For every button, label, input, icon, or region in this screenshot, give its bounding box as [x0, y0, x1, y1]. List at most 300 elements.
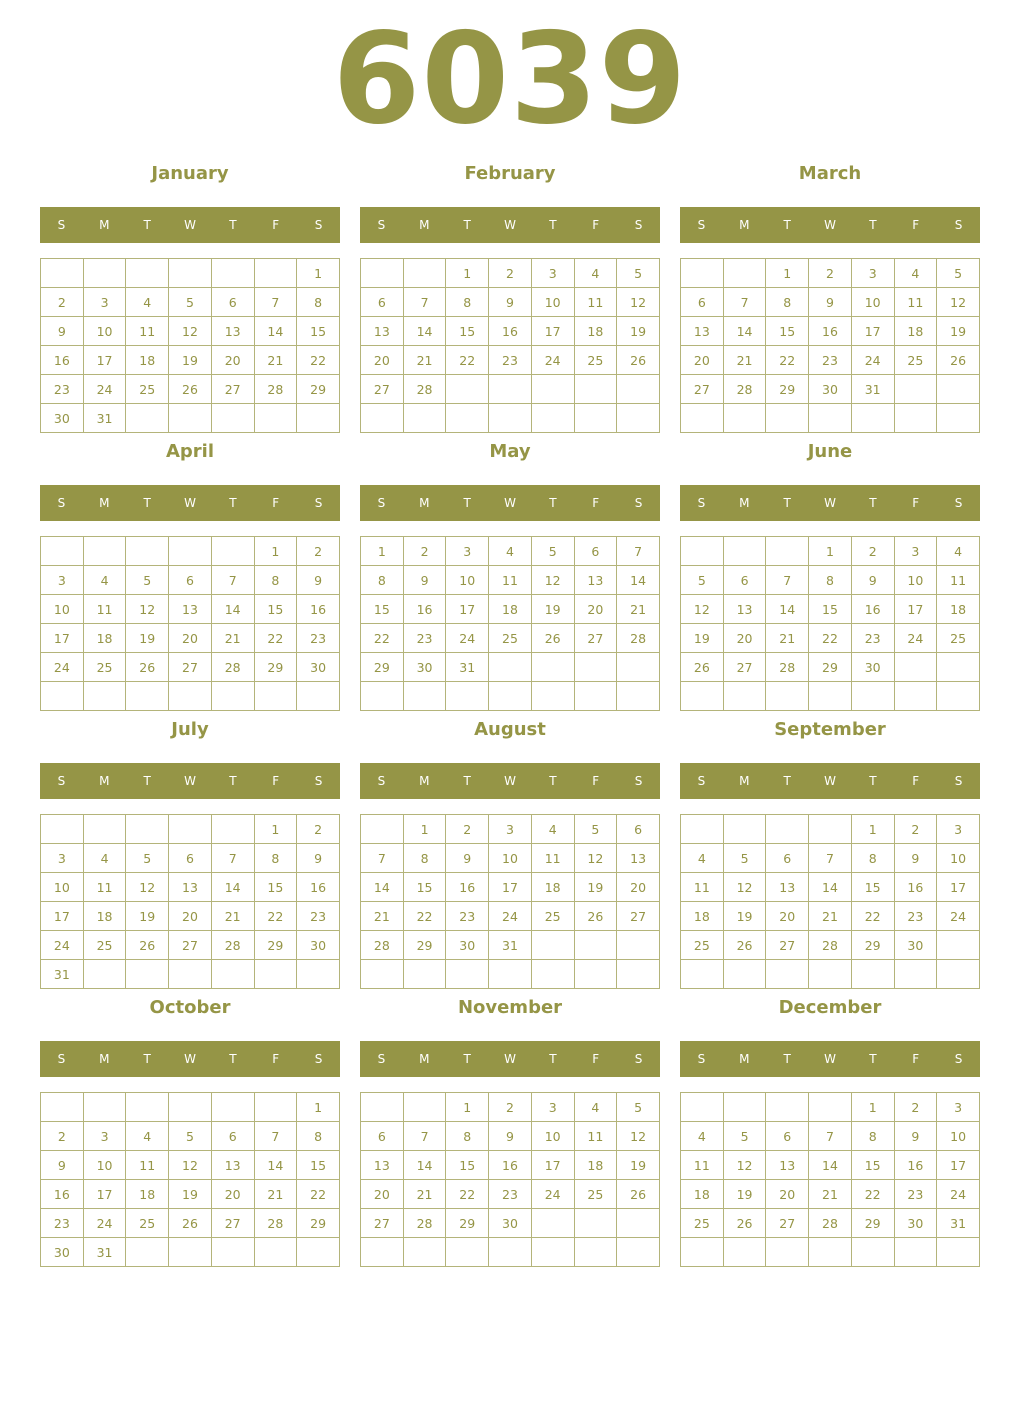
day-cell: 8	[403, 844, 446, 873]
day-cell: 3	[937, 1093, 980, 1122]
day-cell: 14	[403, 1151, 446, 1180]
day-cell: 30	[403, 653, 446, 682]
day-cell: 20	[766, 902, 809, 931]
day-cell: 22	[361, 624, 404, 653]
day-cell: 19	[617, 317, 660, 346]
weekday-label: T	[869, 496, 877, 510]
weekday-label: T	[783, 774, 791, 788]
day-cell	[574, 682, 617, 711]
weekday-header	[680, 485, 980, 521]
day-cell	[446, 1238, 489, 1267]
week-row	[681, 1122, 980, 1151]
day-cell: 14	[254, 317, 297, 346]
day-cell: 24	[489, 902, 532, 931]
day-cell	[937, 653, 980, 682]
week-row	[361, 1238, 660, 1267]
day-cell	[809, 960, 852, 989]
day-cell	[766, 682, 809, 711]
day-cell: 10	[446, 566, 489, 595]
day-cell: 13	[574, 566, 617, 595]
day-cell	[531, 653, 574, 682]
day-cell	[851, 1238, 894, 1267]
day-cell	[681, 960, 724, 989]
day-cell: 30	[41, 1238, 84, 1267]
week-row	[41, 595, 340, 624]
day-cell: 2	[894, 1093, 937, 1122]
week-row	[41, 624, 340, 653]
day-cell: 8	[446, 1122, 489, 1151]
day-cell: 4	[894, 259, 937, 288]
day-cell: 7	[211, 844, 254, 873]
day-cell: 31	[851, 375, 894, 404]
day-cell: 6	[169, 566, 212, 595]
day-cell: 29	[254, 653, 297, 682]
day-cell: 27	[766, 1209, 809, 1238]
month-name: July	[171, 719, 209, 740]
week-row	[361, 1180, 660, 1209]
weekday-label: W	[504, 496, 516, 510]
weekday-label: M	[419, 496, 430, 510]
weekday-label: S	[697, 774, 706, 788]
day-cell: 17	[83, 346, 126, 375]
day-cell: 22	[851, 902, 894, 931]
day-cell: 2	[297, 537, 340, 566]
weekday-label: T	[143, 218, 151, 232]
day-cell	[254, 259, 297, 288]
day-cell: 16	[489, 1151, 532, 1180]
weekday-label: S	[697, 1052, 706, 1066]
week-row	[361, 931, 660, 960]
weekday-label: T	[229, 1052, 237, 1066]
day-cell: 8	[254, 844, 297, 873]
day-cell: 12	[169, 1151, 212, 1180]
day-cell: 18	[531, 873, 574, 902]
day-cell: 2	[851, 537, 894, 566]
day-cell: 28	[211, 653, 254, 682]
day-cell	[809, 1238, 852, 1267]
day-cell: 16	[446, 873, 489, 902]
weekday-label: M	[419, 218, 430, 232]
day-cell: 18	[574, 1151, 617, 1180]
week-row	[681, 844, 980, 873]
day-cell	[894, 653, 937, 682]
day-cell	[894, 1238, 937, 1267]
day-cell: 28	[403, 1209, 446, 1238]
day-cell	[681, 815, 724, 844]
week-row	[41, 902, 340, 931]
week-row	[41, 375, 340, 404]
day-cell: 2	[894, 815, 937, 844]
day-cell	[126, 960, 169, 989]
day-cell	[126, 682, 169, 711]
day-cell	[446, 960, 489, 989]
day-cell: 14	[809, 1151, 852, 1180]
day-cell: 16	[809, 317, 852, 346]
day-cell	[723, 537, 766, 566]
week-row	[361, 844, 660, 873]
day-cell	[83, 537, 126, 566]
month-name: October	[149, 997, 231, 1018]
weekday-label: S	[954, 218, 963, 232]
day-cell: 25	[489, 624, 532, 653]
day-cell: 2	[297, 815, 340, 844]
day-cell	[169, 259, 212, 288]
day-cell: 9	[41, 1151, 84, 1180]
day-cell: 17	[851, 317, 894, 346]
day-cell: 15	[254, 595, 297, 624]
day-cell: 30	[809, 375, 852, 404]
day-cell	[723, 1093, 766, 1122]
day-cell	[403, 404, 446, 433]
day-cell: 19	[574, 873, 617, 902]
weekday-label: T	[463, 1052, 471, 1066]
day-cell: 4	[126, 288, 169, 317]
day-cell	[489, 404, 532, 433]
day-grid	[360, 1092, 660, 1267]
day-cell	[211, 1238, 254, 1267]
day-cell: 15	[297, 1151, 340, 1180]
day-cell: 6	[681, 288, 724, 317]
day-cell	[254, 960, 297, 989]
day-cell: 13	[211, 317, 254, 346]
weekday-label: T	[783, 1052, 791, 1066]
day-cell: 6	[211, 1122, 254, 1151]
day-cell: 8	[446, 288, 489, 317]
day-cell	[489, 375, 532, 404]
week-row	[41, 1093, 340, 1122]
day-cell: 12	[126, 873, 169, 902]
weekday-header	[40, 763, 340, 799]
month-name: May	[489, 441, 531, 462]
day-cell: 2	[809, 259, 852, 288]
day-cell: 23	[41, 1209, 84, 1238]
day-cell	[723, 815, 766, 844]
week-row	[361, 815, 660, 844]
day-cell	[617, 404, 660, 433]
day-cell: 4	[83, 566, 126, 595]
day-cell: 11	[83, 595, 126, 624]
day-cell: 27	[169, 931, 212, 960]
day-cell: 18	[681, 1180, 724, 1209]
weekday-label: S	[314, 496, 323, 510]
day-cell: 19	[126, 624, 169, 653]
day-cell: 18	[126, 1180, 169, 1209]
day-cell: 5	[617, 1093, 660, 1122]
day-cell	[41, 537, 84, 566]
day-cell	[403, 259, 446, 288]
weekday-label: T	[869, 1052, 877, 1066]
day-cell	[169, 1238, 212, 1267]
weekday-label: S	[634, 496, 643, 510]
weekday-label: S	[377, 1052, 386, 1066]
day-cell: 23	[403, 624, 446, 653]
day-cell: 23	[489, 346, 532, 375]
weekday-header	[680, 763, 980, 799]
day-cell: 7	[766, 566, 809, 595]
day-cell: 29	[254, 931, 297, 960]
day-cell: 15	[297, 317, 340, 346]
day-cell: 5	[169, 1122, 212, 1151]
day-cell: 23	[894, 902, 937, 931]
year-title: 6039	[332, 5, 688, 152]
day-cell	[211, 537, 254, 566]
weekday-label: W	[184, 774, 196, 788]
day-cell: 27	[169, 653, 212, 682]
day-cell: 19	[681, 624, 724, 653]
day-cell	[169, 1093, 212, 1122]
day-cell: 20	[211, 1180, 254, 1209]
weekday-label: F	[272, 774, 280, 788]
weekday-label: F	[592, 1052, 600, 1066]
day-cell: 23	[894, 1180, 937, 1209]
day-cell: 17	[531, 317, 574, 346]
day-cell: 18	[83, 624, 126, 653]
day-cell: 5	[531, 537, 574, 566]
day-cell: 7	[254, 1122, 297, 1151]
day-cell: 14	[211, 595, 254, 624]
day-cell	[169, 682, 212, 711]
day-cell: 17	[531, 1151, 574, 1180]
weekday-header	[360, 207, 660, 243]
day-cell: 9	[489, 288, 532, 317]
day-cell: 4	[574, 259, 617, 288]
week-row	[681, 375, 980, 404]
week-row	[681, 1180, 980, 1209]
day-grid	[680, 1092, 980, 1267]
day-cell	[766, 537, 809, 566]
day-cell: 1	[254, 537, 297, 566]
day-cell	[169, 815, 212, 844]
weekday-label: M	[99, 218, 110, 232]
week-row	[361, 653, 660, 682]
day-cell: 31	[41, 960, 84, 989]
day-cell: 6	[361, 288, 404, 317]
day-cell	[681, 682, 724, 711]
day-cell	[766, 960, 809, 989]
day-cell: 21	[403, 346, 446, 375]
day-cell	[41, 259, 84, 288]
month-name: November	[457, 997, 563, 1018]
day-cell: 26	[574, 902, 617, 931]
day-cell	[41, 682, 84, 711]
day-cell: 5	[617, 259, 660, 288]
weekday-header	[40, 485, 340, 521]
day-cell	[403, 1093, 446, 1122]
day-cell	[531, 1209, 574, 1238]
month-name: February	[464, 163, 556, 184]
weekday-label: S	[377, 218, 386, 232]
day-cell	[446, 682, 489, 711]
day-cell: 9	[489, 1122, 532, 1151]
day-cell: 27	[574, 624, 617, 653]
day-cell: 1	[766, 259, 809, 288]
day-cell: 20	[361, 346, 404, 375]
day-cell	[723, 259, 766, 288]
day-cell: 15	[809, 595, 852, 624]
day-cell: 3	[446, 537, 489, 566]
day-cell: 18	[83, 902, 126, 931]
week-row	[361, 346, 660, 375]
day-cell: 9	[851, 566, 894, 595]
day-cell: 21	[723, 346, 766, 375]
day-cell: 7	[723, 288, 766, 317]
day-cell: 19	[723, 902, 766, 931]
day-cell: 24	[446, 624, 489, 653]
day-cell: 3	[894, 537, 937, 566]
day-cell: 26	[126, 653, 169, 682]
day-cell: 9	[297, 844, 340, 873]
day-cell: 25	[681, 1209, 724, 1238]
weekday-label: S	[57, 774, 66, 788]
day-cell: 31	[446, 653, 489, 682]
day-cell: 16	[297, 873, 340, 902]
day-cell: 9	[446, 844, 489, 873]
month-name: June	[807, 441, 853, 462]
day-cell: 9	[894, 1122, 937, 1151]
week-row	[681, 566, 980, 595]
day-cell	[681, 259, 724, 288]
day-cell	[169, 537, 212, 566]
day-cell: 8	[254, 566, 297, 595]
day-cell: 27	[211, 1209, 254, 1238]
day-cell	[297, 960, 340, 989]
weekday-label: S	[57, 496, 66, 510]
day-grid	[360, 536, 660, 711]
weekday-label: F	[272, 218, 280, 232]
day-cell	[809, 815, 852, 844]
day-cell: 25	[681, 931, 724, 960]
day-cell	[531, 960, 574, 989]
day-cell: 11	[681, 873, 724, 902]
week-row	[41, 317, 340, 346]
day-cell: 7	[403, 1122, 446, 1151]
week-row	[361, 566, 660, 595]
day-cell: 28	[254, 1209, 297, 1238]
week-row	[361, 902, 660, 931]
weekday-label: T	[549, 496, 557, 510]
day-cell: 22	[254, 624, 297, 653]
weekday-label: M	[419, 1052, 430, 1066]
day-cell	[574, 653, 617, 682]
day-cell: 25	[126, 1209, 169, 1238]
month-name: January	[151, 163, 229, 184]
day-cell: 10	[894, 566, 937, 595]
weekday-label: W	[184, 218, 196, 232]
day-cell: 22	[446, 1180, 489, 1209]
day-cell: 30	[894, 1209, 937, 1238]
day-cell	[531, 682, 574, 711]
day-cell: 7	[617, 537, 660, 566]
weekday-label: S	[634, 1052, 643, 1066]
day-cell: 6	[723, 566, 766, 595]
weekday-header	[680, 207, 980, 243]
day-cell: 1	[254, 815, 297, 844]
day-cell	[894, 404, 937, 433]
day-cell: 21	[254, 1180, 297, 1209]
weekday-label: T	[229, 218, 237, 232]
week-row	[41, 288, 340, 317]
day-cell: 11	[681, 1151, 724, 1180]
week-row	[681, 288, 980, 317]
day-cell: 20	[169, 624, 212, 653]
weekday-label: M	[739, 218, 750, 232]
day-cell: 13	[681, 317, 724, 346]
day-cell: 17	[446, 595, 489, 624]
week-row	[361, 1151, 660, 1180]
weekday-label: S	[634, 774, 643, 788]
day-cell: 5	[681, 566, 724, 595]
day-cell: 30	[297, 931, 340, 960]
day-cell: 3	[489, 815, 532, 844]
day-cell	[937, 404, 980, 433]
day-grid	[40, 536, 340, 711]
day-cell: 18	[126, 346, 169, 375]
weekday-label: S	[314, 1052, 323, 1066]
day-cell	[617, 375, 660, 404]
day-cell	[254, 1093, 297, 1122]
weekday-label: F	[912, 218, 920, 232]
week-row	[681, 902, 980, 931]
day-cell: 4	[937, 537, 980, 566]
day-cell: 25	[126, 375, 169, 404]
day-cell: 19	[531, 595, 574, 624]
day-cell: 26	[723, 1209, 766, 1238]
day-cell	[617, 960, 660, 989]
day-cell: 7	[361, 844, 404, 873]
day-cell: 1	[851, 1093, 894, 1122]
day-cell: 29	[809, 653, 852, 682]
day-cell: 27	[361, 375, 404, 404]
day-cell: 25	[574, 1180, 617, 1209]
day-cell	[617, 1238, 660, 1267]
day-cell: 19	[126, 902, 169, 931]
day-cell: 9	[297, 566, 340, 595]
day-cell	[211, 815, 254, 844]
day-cell: 6	[169, 844, 212, 873]
day-cell	[211, 960, 254, 989]
day-cell: 11	[894, 288, 937, 317]
day-cell: 30	[41, 404, 84, 433]
day-cell: 5	[126, 844, 169, 873]
day-cell: 24	[83, 1209, 126, 1238]
week-row	[681, 1209, 980, 1238]
day-cell: 29	[361, 653, 404, 682]
day-cell: 17	[937, 873, 980, 902]
day-cell: 4	[83, 844, 126, 873]
day-cell: 11	[83, 873, 126, 902]
month-name: August	[474, 719, 546, 740]
weekday-label: F	[912, 1052, 920, 1066]
day-cell: 24	[83, 375, 126, 404]
day-cell	[83, 960, 126, 989]
day-cell: 18	[894, 317, 937, 346]
week-row	[681, 404, 980, 433]
weekday-header	[680, 1041, 980, 1077]
day-cell	[83, 1093, 126, 1122]
day-cell: 2	[403, 537, 446, 566]
day-cell: 18	[681, 902, 724, 931]
week-row	[361, 960, 660, 989]
day-cell: 16	[894, 1151, 937, 1180]
weekday-header	[40, 207, 340, 243]
day-cell: 20	[361, 1180, 404, 1209]
weekday-label: T	[229, 774, 237, 788]
weekday-label: T	[869, 218, 877, 232]
week-row	[361, 375, 660, 404]
weekday-label: S	[697, 496, 706, 510]
week-row	[681, 682, 980, 711]
day-cell: 21	[809, 1180, 852, 1209]
